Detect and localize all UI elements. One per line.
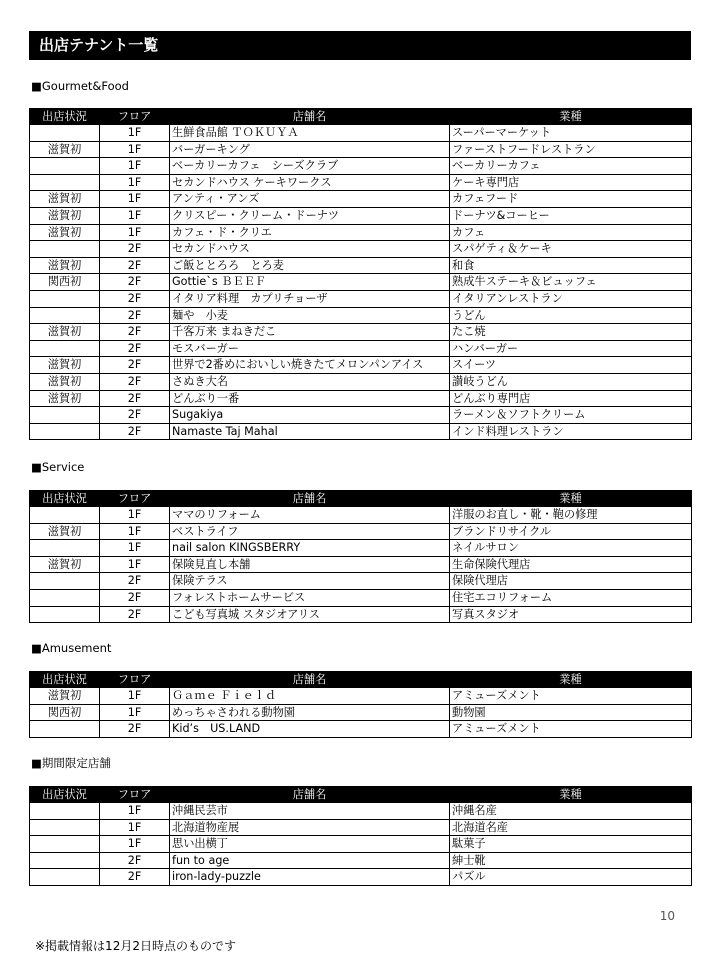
table-header-row — [30, 672, 692, 688]
table-row — [30, 373, 692, 390]
cell-store-name: 北海道物産展 — [170, 819, 450, 836]
header-status: 出店状況 — [30, 787, 100, 803]
cell-category: ラーメン＆ソフトクリーム — [450, 407, 692, 424]
cell-store-name: ベストライフ — [170, 523, 450, 540]
cell-category: 生命保険代理店 — [450, 556, 692, 573]
cell-floor: 2F — [100, 407, 170, 424]
cell-floor: 2F — [100, 357, 170, 374]
cell-floor: 1F — [100, 125, 170, 142]
cell-store-name: 沖縄民芸市 — [170, 803, 450, 820]
cell-category: 保険代理店 — [450, 573, 692, 590]
cell-status — [30, 507, 100, 524]
cell-status: 滋賀初 — [30, 357, 100, 374]
table-row — [30, 721, 692, 738]
cell-store-name: nail salon KINGSBERRY — [170, 540, 450, 557]
cell-status — [30, 125, 100, 142]
cell-store-name: クリスピー・クリーム・ドーナツ — [170, 207, 450, 224]
cell-floor: 1F — [100, 174, 170, 191]
table-row — [30, 852, 692, 869]
header-category: 業種 — [450, 491, 692, 507]
cell-store-name: Ｇａｍｅ Ｆｉｅｌｄ — [170, 688, 450, 705]
cell-category: 沖縄名産 — [450, 803, 692, 820]
cell-status: 滋賀初 — [30, 191, 100, 208]
table-row — [30, 819, 692, 836]
cell-status — [30, 540, 100, 557]
table-row — [30, 606, 692, 623]
cell-floor: 2F — [100, 869, 170, 886]
cell-category: パズル — [450, 869, 692, 886]
cell-floor: 2F — [100, 606, 170, 623]
cell-floor: 2F — [100, 241, 170, 258]
cell-status — [30, 819, 100, 836]
section-limited-stores — [29, 755, 691, 886]
table-row — [30, 141, 692, 158]
header-store-name: 店舗名 — [170, 109, 450, 125]
cell-category: スーパーマーケット — [450, 125, 692, 142]
cell-status — [30, 340, 100, 357]
cell-category: 紳士靴 — [450, 852, 692, 869]
cell-store-name: Namaste Taj Mahal — [170, 423, 450, 440]
cell-floor: 1F — [100, 507, 170, 524]
cell-status — [30, 869, 100, 886]
cell-status: 滋賀初 — [30, 688, 100, 705]
table-row — [30, 207, 692, 224]
section-label: ■期間限定店舗 — [31, 756, 111, 770]
cell-status — [30, 158, 100, 175]
table-row — [30, 589, 692, 606]
cell-store-name: ママのリフォーム — [170, 507, 450, 524]
table-row — [30, 174, 692, 191]
cell-floor: 1F — [100, 803, 170, 820]
table-row — [30, 688, 692, 705]
cell-floor: 1F — [100, 688, 170, 705]
cell-store-name: iron-lady-puzzle — [170, 869, 450, 886]
table-header-row — [30, 109, 692, 125]
cell-store-name: 生鮮食品館 ＴＯＫＵＹＡ — [170, 125, 450, 142]
cell-status: 関西初 — [30, 704, 100, 721]
cell-floor: 1F — [100, 158, 170, 175]
page-number: 10 — [659, 909, 675, 923]
table-row — [30, 340, 692, 357]
header-category: 業種 — [450, 672, 692, 688]
header-floor: フロア — [100, 109, 170, 125]
table-row — [30, 523, 692, 540]
cell-status — [30, 241, 100, 258]
cell-floor: 1F — [100, 540, 170, 557]
cell-status — [30, 589, 100, 606]
cell-category: アミューズメント — [450, 688, 692, 705]
cell-status — [30, 836, 100, 853]
cell-status — [30, 606, 100, 623]
cell-category: 住宅エコリフォーム — [450, 589, 692, 606]
cell-store-name: 麺や 小麦 — [170, 307, 450, 324]
cell-store-name: さぬき大名 — [170, 373, 450, 390]
cell-store-name: セカンドハウス ケーキワークス — [170, 174, 450, 191]
cell-category: うどん — [450, 307, 692, 324]
cell-floor: 2F — [100, 290, 170, 307]
table-row — [30, 224, 692, 241]
cell-status: 滋賀初 — [30, 523, 100, 540]
cell-category: ブランドリサイクル — [450, 523, 692, 540]
table-row — [30, 191, 692, 208]
cell-category: たこ焼 — [450, 324, 692, 341]
table-row — [30, 158, 692, 175]
cell-status: 滋賀初 — [30, 556, 100, 573]
cell-category: ドーナツ&コーヒー — [450, 207, 692, 224]
cell-status — [30, 307, 100, 324]
cell-floor: 2F — [100, 307, 170, 324]
section-label: ■Gourmet&Food — [31, 79, 129, 93]
cell-floor: 2F — [100, 324, 170, 341]
cell-category: 北海道名産 — [450, 819, 692, 836]
header-category: 業種 — [450, 109, 692, 125]
cell-store-name: こども写真城 スタジオアリス — [170, 606, 450, 623]
header-status: 出店状況 — [30, 109, 100, 125]
cell-floor: 1F — [100, 523, 170, 540]
table-row — [30, 290, 692, 307]
cell-category: ハンバーガー — [450, 340, 692, 357]
table-header-row — [30, 787, 692, 803]
cell-store-name: ベーカリーカフェ シーズクラブ — [170, 158, 450, 175]
cell-floor: 2F — [100, 274, 170, 291]
cell-status — [30, 290, 100, 307]
cell-category: 洋服のお直し・靴・鞄の修理 — [450, 507, 692, 524]
header-floor: フロア — [100, 491, 170, 507]
cell-category: イタリアンレストラン — [450, 290, 692, 307]
tenant-table — [29, 786, 692, 886]
cell-status: 滋賀初 — [30, 257, 100, 274]
table-row — [30, 507, 692, 524]
table-row — [30, 324, 692, 341]
tenant-table — [29, 671, 692, 738]
cell-store-name: フォレストホームサービス — [170, 589, 450, 606]
cell-store-name: ご飯ととろろ とろ麦 — [170, 257, 450, 274]
cell-store-name: 思い出横丁 — [170, 836, 450, 853]
cell-floor: 2F — [100, 589, 170, 606]
cell-category: カフェフード — [450, 191, 692, 208]
header-store-name: 店舗名 — [170, 672, 450, 688]
table-row — [30, 540, 692, 557]
cell-status: 滋賀初 — [30, 141, 100, 158]
cell-floor: 1F — [100, 191, 170, 208]
cell-category: ケーキ専門店 — [450, 174, 692, 191]
cell-category: 和食 — [450, 257, 692, 274]
table-row — [30, 125, 692, 142]
cell-status — [30, 573, 100, 590]
table-header-row — [30, 491, 692, 507]
cell-store-name: fun to age — [170, 852, 450, 869]
cell-store-name: めっちゃさわれる動物園 — [170, 704, 450, 721]
page-title: 出店テナント一覧 — [29, 31, 691, 60]
cell-category: 讃岐うどん — [450, 373, 692, 390]
table-row — [30, 556, 692, 573]
cell-status — [30, 803, 100, 820]
tenant-table — [29, 490, 692, 623]
table-row — [30, 257, 692, 274]
header-category: 業種 — [450, 787, 692, 803]
cell-store-name: 千客万来 まねきだこ — [170, 324, 450, 341]
table-row — [30, 307, 692, 324]
tenant-table — [29, 108, 692, 440]
cell-floor: 2F — [100, 390, 170, 407]
table-row — [30, 836, 692, 853]
footnote: ※掲載情報は12月2日時点のものです — [35, 939, 236, 953]
cell-floor: 2F — [100, 721, 170, 738]
cell-category: 写真スタジオ — [450, 606, 692, 623]
section-gourmet-food — [29, 78, 691, 440]
table-row — [30, 407, 692, 424]
cell-category: 駄菓子 — [450, 836, 692, 853]
table-row — [30, 390, 692, 407]
cell-store-name: どんぶり一番 — [170, 390, 450, 407]
cell-store-name: 世界で2番めにおいしい焼きたてメロンパンアイス — [170, 357, 450, 374]
cell-status: 関西初 — [30, 274, 100, 291]
cell-floor: 2F — [100, 340, 170, 357]
section-label: ■Amusement — [31, 641, 112, 655]
cell-status — [30, 721, 100, 738]
cell-store-name: 保険テラス — [170, 573, 450, 590]
cell-category: ネイルサロン — [450, 540, 692, 557]
cell-floor: 2F — [100, 573, 170, 590]
section-amusement — [29, 640, 691, 738]
cell-category: ベーカリーカフェ — [450, 158, 692, 175]
header-store-name: 店舗名 — [170, 491, 450, 507]
cell-store-name: バーガーキング — [170, 141, 450, 158]
header-store-name: 店舗名 — [170, 787, 450, 803]
cell-status: 滋賀初 — [30, 207, 100, 224]
header-floor: フロア — [100, 672, 170, 688]
cell-store-name: 保険見直し本舗 — [170, 556, 450, 573]
cell-store-name: カフェ・ド・クリエ — [170, 224, 450, 241]
cell-floor: 2F — [100, 852, 170, 869]
cell-status — [30, 407, 100, 424]
cell-store-name: Gottie`s ＢＥＥＦ — [170, 274, 450, 291]
header-status: 出店状況 — [30, 491, 100, 507]
cell-store-name: Sugakiya — [170, 407, 450, 424]
table-row — [30, 869, 692, 886]
cell-category: カフェ — [450, 224, 692, 241]
cell-floor: 1F — [100, 704, 170, 721]
cell-floor: 1F — [100, 836, 170, 853]
cell-floor: 1F — [100, 224, 170, 241]
cell-status: 滋賀初 — [30, 224, 100, 241]
cell-status — [30, 423, 100, 440]
cell-store-name: セカンドハウス — [170, 241, 450, 258]
header-floor: フロア — [100, 787, 170, 803]
section-label: ■Service — [31, 460, 85, 474]
section-service — [29, 459, 691, 623]
cell-store-name: Kid’s US.LAND — [170, 721, 450, 738]
cell-category: どんぶり専門店 — [450, 390, 692, 407]
cell-floor: 2F — [100, 257, 170, 274]
cell-floor: 2F — [100, 423, 170, 440]
table-row — [30, 423, 692, 440]
cell-floor: 1F — [100, 556, 170, 573]
table-row — [30, 241, 692, 258]
header-status: 出店状況 — [30, 672, 100, 688]
table-row — [30, 274, 692, 291]
table-row — [30, 573, 692, 590]
cell-floor: 1F — [100, 207, 170, 224]
cell-category: スイーツ — [450, 357, 692, 374]
cell-store-name: アンティ・アンズ — [170, 191, 450, 208]
cell-status: 滋賀初 — [30, 324, 100, 341]
cell-category: 熟成牛ステーキ＆ビュッフェ — [450, 274, 692, 291]
cell-floor: 1F — [100, 141, 170, 158]
cell-status: 滋賀初 — [30, 373, 100, 390]
table-row — [30, 357, 692, 374]
cell-category: スパゲティ＆ケーキ — [450, 241, 692, 258]
table-row — [30, 704, 692, 721]
cell-store-name: イタリア料理 カプリチョーザ — [170, 290, 450, 307]
cell-category: ファーストフードレストラン — [450, 141, 692, 158]
cell-status — [30, 174, 100, 191]
cell-status: 滋賀初 — [30, 390, 100, 407]
cell-floor: 1F — [100, 819, 170, 836]
table-row — [30, 803, 692, 820]
cell-floor: 2F — [100, 373, 170, 390]
cell-status — [30, 852, 100, 869]
cell-store-name: モスバーガー — [170, 340, 450, 357]
cell-category: アミューズメント — [450, 721, 692, 738]
cell-category: 動物園 — [450, 704, 692, 721]
cell-category: インド料理レストラン — [450, 423, 692, 440]
